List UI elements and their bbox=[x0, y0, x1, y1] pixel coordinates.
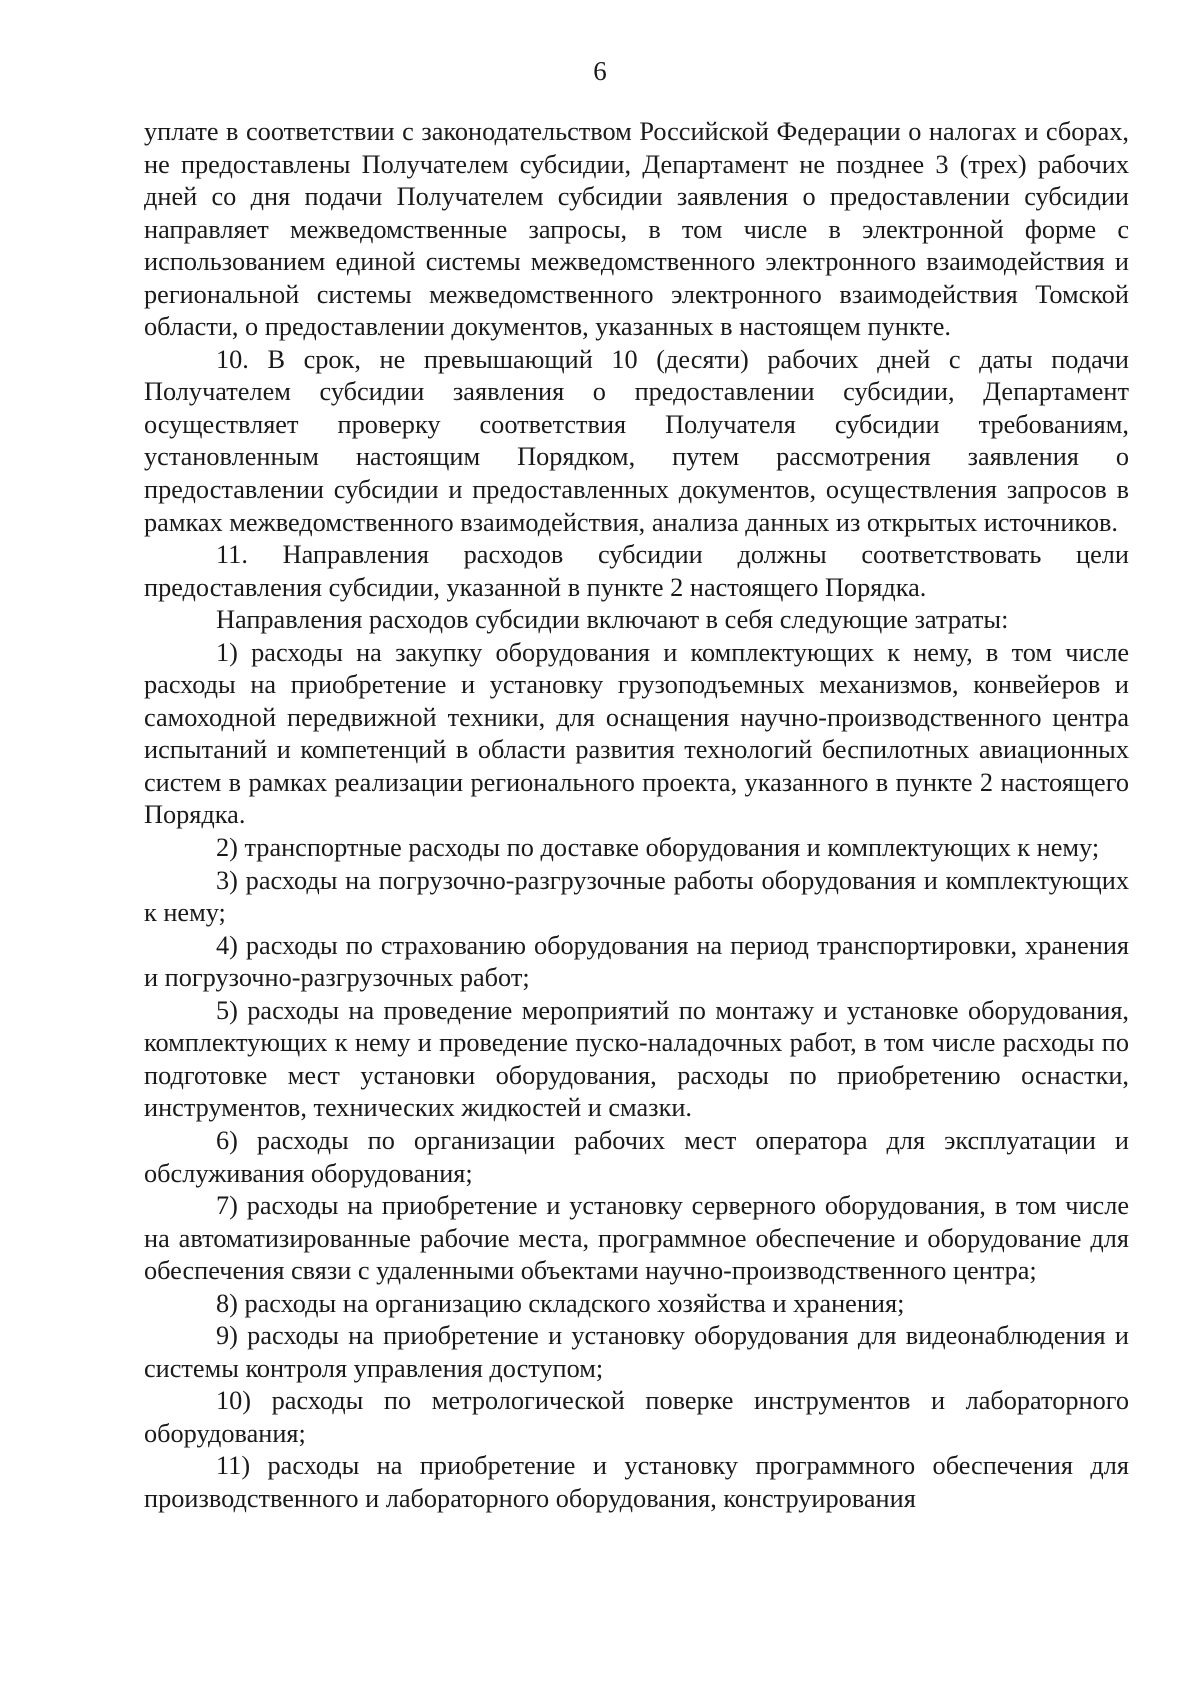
paragraph-expense-intro: Направления расходов субсидии включают в себя следующие затраты: bbox=[216, 605, 1009, 635]
list-item-8: 8) расходы на организацию складского хозяйства и хранения; bbox=[216, 1288, 905, 1318]
list-item-9: 9) расходы на приобретение и установку оборудования для видеонаблюдения и системы контроля управления доступом; bbox=[144, 1321, 1129, 1383]
list-item-5: 5) расходы на проведение мероприятий по монтажу и установке оборудования, комплектующих к нему и проведение пуско-наладочных работ, в том числе расходы по подготовке мест установки оборудования, расходы по приобретению оснастки, инструментов, технических жидкостей и смазки. bbox=[144, 995, 1129, 1123]
document-body bbox=[144, 116, 1129, 1516]
paragraph-item-10: 10. В срок, не превышающий 10 (десяти) рабочих дней с даты подачи Получателем субсидии заявления о предоставлении субсидии, Департамент осуществляет проверку соответствия Получателя субсидии требованиям, установленным настоящим Порядком, путем рассмотрения заявления о предоставлении субсидии и предоставленных документов, осуществления запросов в рамках межведомственного взаимодействия, анализа данных из открытых источников. bbox=[144, 344, 1129, 537]
paragraph-item-11: 11. Направления расходов субсидии должны соответствовать цели предоставления субсидии, указанной в пункте 2 настоящего Порядка. bbox=[144, 540, 1129, 602]
paragraph-continuation: уплате в соответствии с законодательством Российской Федерации о налогах и сборах, не предоставлены Получателем субсидии, Департамент не позднее 3 (трех) рабочих дней со дня подачи Получателем субсидии заявления о предоставлении субсидии направляет межведомственные запросы, в том числе в электронной форме с использованием единой системы межведомственного электронного взаимодействия и региональной системы межведомственного электронного взаимодействия Томской области, о предоставлении документов, указанных в настоящем пункте. bbox=[144, 117, 1129, 342]
list-item-6: 6) расходы по организации рабочих мест оператора для эксплуатации и обслуживания оборудования; bbox=[144, 1125, 1129, 1188]
list-item-10: 10) расходы по метрологической поверке инструментов и лабораторного оборудования; bbox=[144, 1386, 1129, 1448]
list-item-4: 4) расходы по страхованию оборудования на период транспортировки, хранения и погрузочно-разгрузочных работ; bbox=[144, 930, 1129, 993]
list-item-2: 2) транспортные расходы по доставке оборудования и комплектующих к нему; bbox=[216, 833, 1100, 863]
list-item-1: 1) расходы на закупку оборудования и комплектующих к нему, в том числе расходы на приобретение и установку грузоподъемных механизмов, конвейеров и самоходной передвижной техники, для оснащения научно-производственного центра испытаний и компетенций в области развития технологий беспилотных авиационных систем в рамках реализации регионального проекта, указанного в пункте 2 настоящего Порядка. bbox=[144, 637, 1129, 830]
list-item-3: 3) расходы на погрузочно-разгрузочные работы оборудования и комплектующих к нему; bbox=[144, 865, 1129, 928]
page-number: 6 bbox=[593, 56, 607, 86]
list-item-7: 7) расходы на приобретение и установку серверного оборудования, в том числе на автоматизированные рабочие места, программное обеспечение и оборудование для обеспечения связи с удаленными объектами научно-производственного центра; bbox=[144, 1191, 1129, 1286]
list-item-11: 11) расходы на приобретение и установку программного обеспечения для производственного и лабораторного оборудования, конструирования bbox=[144, 1451, 1129, 1513]
